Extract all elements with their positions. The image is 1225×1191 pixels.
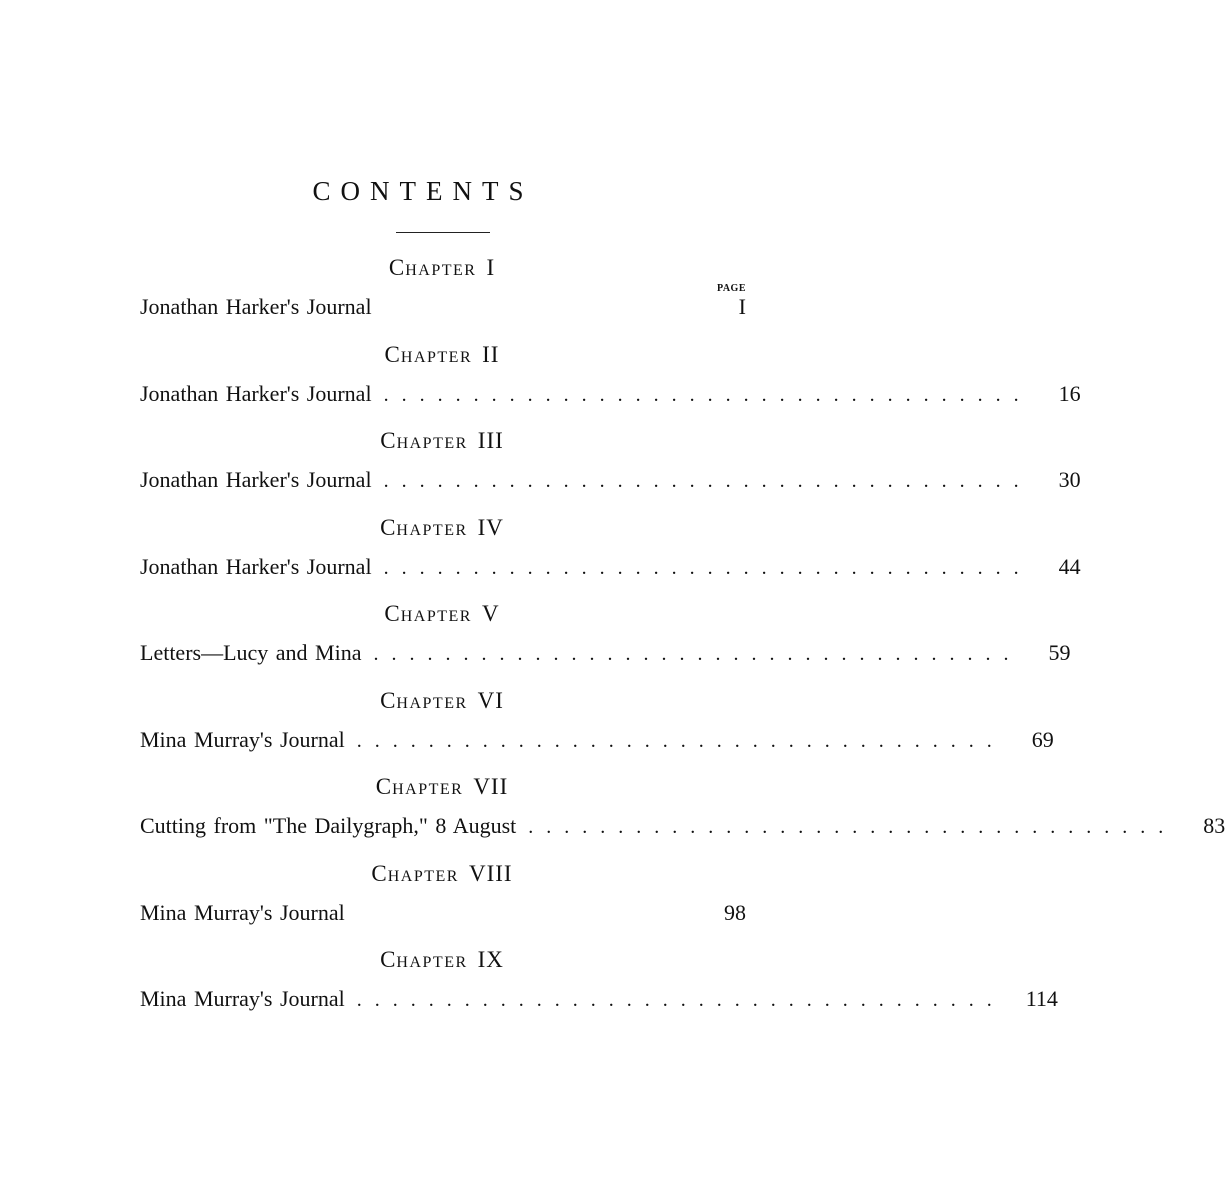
chapter-heading bbox=[0, 428, 884, 454]
chapter-heading bbox=[0, 861, 884, 887]
chapter-heading-initial: C bbox=[380, 947, 397, 972]
chapter-heading-initial: C bbox=[384, 601, 401, 626]
toc-entry-title: Mina Murray's Journal bbox=[140, 986, 345, 1011]
toc-entry-title: Letters—Lucy and Mina bbox=[140, 640, 362, 665]
toc-entry-page: 83 bbox=[1203, 813, 1225, 838]
toc-entry[interactable] bbox=[140, 553, 1081, 586]
toc-entry-title: Mina Murray's Journal bbox=[140, 899, 345, 925]
chapter-heading-initial: C bbox=[375, 774, 393, 799]
chapter-heading-initial: C bbox=[384, 341, 401, 367]
chapter-heading bbox=[0, 774, 884, 800]
chapter-heading-word: HAPTER bbox=[387, 867, 459, 885]
toc-entry[interactable] bbox=[140, 900, 746, 932]
toc-entry[interactable] bbox=[140, 640, 1071, 672]
chapter-heading-initial: C bbox=[388, 255, 406, 280]
toc-entry-title: Mina Murray's Journal bbox=[140, 726, 345, 752]
dot-leader: . . . . . . . . . . . . . . . . . . . . . . . . . . . . . . . . . . . . bbox=[356, 729, 996, 752]
chapter-numeral: VII bbox=[473, 774, 509, 799]
title-rule bbox=[396, 232, 490, 233]
chapter-heading bbox=[0, 601, 884, 627]
chapter-numeral: VIII bbox=[468, 860, 513, 886]
dot-leader: . . . . . . . . . . . . . . . . . . . . . . . . . . . . . . . . . . . . bbox=[383, 556, 1023, 579]
toc-entry-page: 44 bbox=[1058, 553, 1081, 579]
toc-entry[interactable] bbox=[140, 467, 1081, 499]
toc-entry-page: 59 bbox=[1048, 640, 1071, 665]
chapter-heading bbox=[0, 515, 884, 541]
toc-entry[interactable] bbox=[140, 294, 746, 326]
toc-entry[interactable] bbox=[140, 813, 1225, 845]
chapter-heading bbox=[0, 342, 884, 368]
chapter-heading-word: HAPTER bbox=[400, 608, 472, 625]
toc-entry-page: I bbox=[738, 294, 746, 319]
dot-leader: . . . . . . . . . . . . . . . . . . . . . . . . . . . . . . . . . . . . bbox=[383, 383, 1023, 406]
chapter-numeral: II bbox=[482, 341, 500, 367]
toc-entry-page: 30 bbox=[1058, 467, 1081, 492]
chapter-numeral: I bbox=[486, 255, 496, 280]
dot-leader: . . . . . . . . . . . . . . . . . . . . . . . . . . . . . . . . . . . . bbox=[383, 470, 1023, 492]
chapter-heading-word: HAPTER bbox=[396, 954, 468, 971]
chapter-numeral: V bbox=[481, 601, 500, 626]
chapter-heading-initial: C bbox=[380, 428, 397, 453]
page-column-label: PAGE bbox=[716, 283, 746, 294]
chapter-numeral: IX bbox=[477, 947, 504, 972]
toc-entry[interactable] bbox=[140, 380, 1081, 413]
chapter-heading bbox=[0, 688, 884, 714]
chapter-heading-word: HAPTER bbox=[396, 521, 468, 539]
chapter-heading-word: HAPTER bbox=[396, 694, 468, 712]
chapter-numeral: III bbox=[477, 428, 504, 453]
toc-entry-page: 16 bbox=[1058, 380, 1081, 406]
toc-entry[interactable] bbox=[140, 986, 1058, 1018]
chapter-numeral: VI bbox=[477, 687, 504, 713]
chapter-heading-word: HAPTER bbox=[400, 348, 473, 366]
chapter-heading-initial: C bbox=[380, 514, 397, 540]
dot-leader: . . . . . . . . . . . . . . . . . . . . . . . . . . . . . . . . . . . . bbox=[356, 989, 996, 1011]
toc-entry-title: Cutting from "The Dailygraph," 8 August bbox=[140, 813, 517, 838]
dot-leader: . . . . . . . . . . . . . . . . . . . . . . . . . . . . . . . . . . . . bbox=[528, 816, 1168, 838]
toc-entry-title: Jonathan Harker's Journal bbox=[140, 380, 372, 406]
chapter-numeral: IV bbox=[477, 514, 504, 540]
toc-entry-title: Jonathan Harker's Journal bbox=[140, 467, 372, 492]
toc-entry[interactable] bbox=[140, 726, 1054, 759]
toc-entry-page: 114 bbox=[1025, 986, 1058, 1011]
toc-entry-title: Jonathan Harker's Journal bbox=[140, 294, 372, 319]
chapter-heading-word: HAPTER bbox=[396, 435, 468, 452]
chapter-heading-initial: C bbox=[380, 687, 397, 713]
toc-entry-page: 69 bbox=[1031, 726, 1054, 752]
toc-entry-title: Jonathan Harker's Journal bbox=[140, 553, 372, 579]
chapter-heading-word: HAPTER bbox=[392, 781, 464, 798]
dot-leader: . . . . . . . . . . . . . . . . . . . . . . . . . . . . . . . . . . . . bbox=[373, 643, 1013, 665]
chapter-heading bbox=[0, 947, 884, 973]
chapter-heading-word: HAPTER bbox=[405, 262, 477, 279]
chapter-heading bbox=[0, 255, 884, 281]
toc-entry-page: 98 bbox=[724, 899, 746, 925]
contents-title: CONTENTS bbox=[312, 176, 534, 206]
chapter-heading-initial: C bbox=[371, 860, 388, 886]
